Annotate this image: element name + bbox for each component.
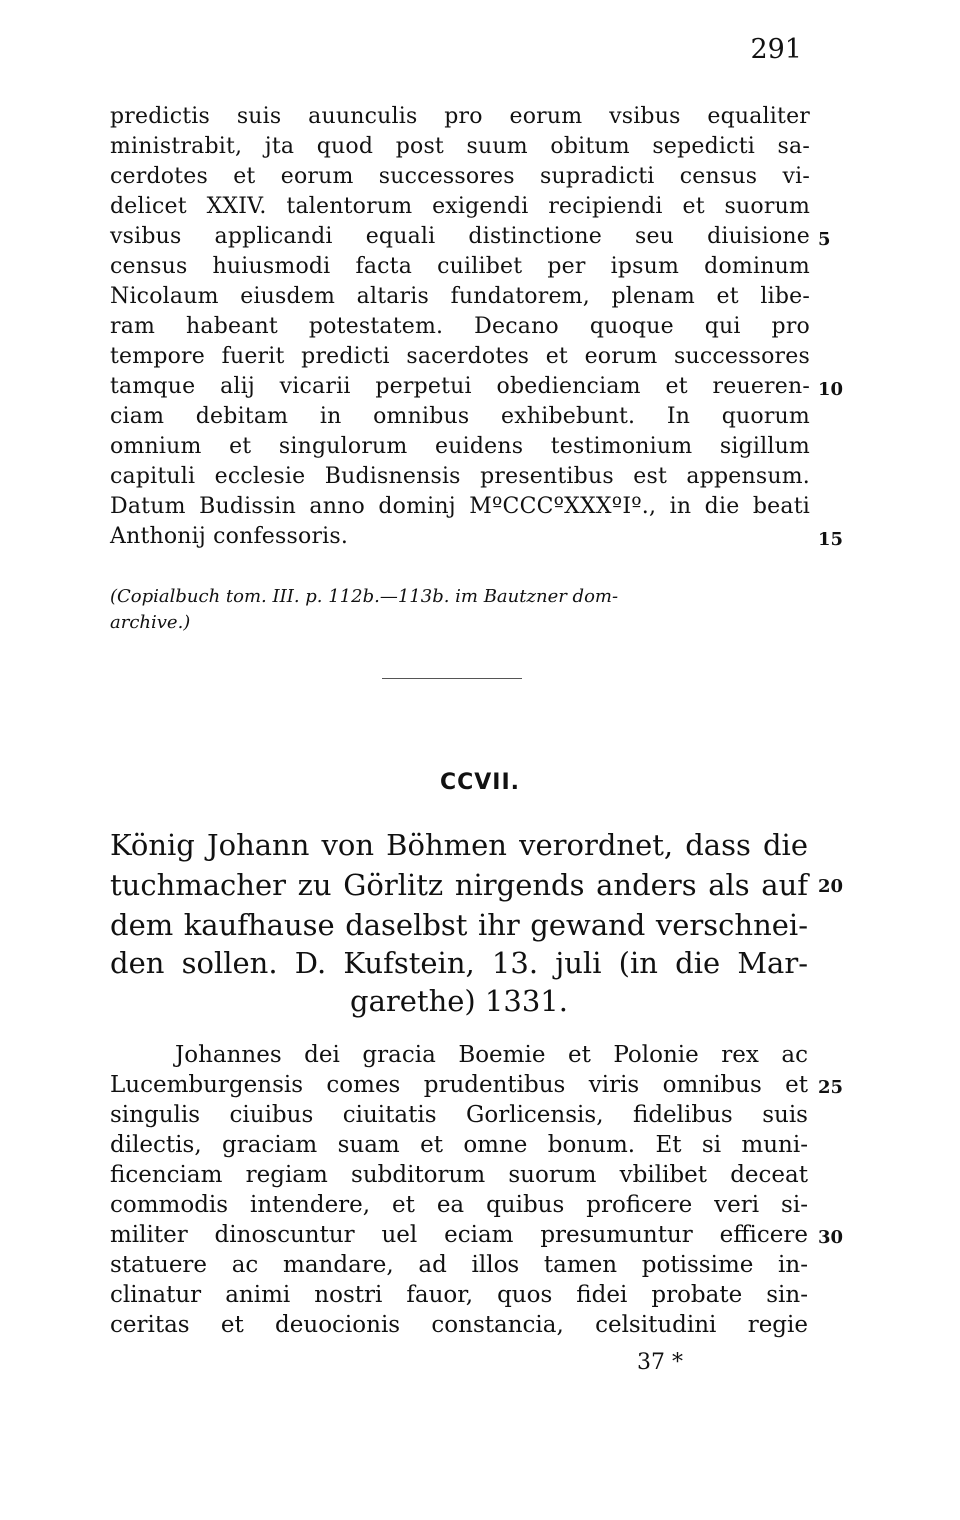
text-line: Anthonij confessoris. bbox=[110, 524, 349, 549]
signature-mark: 37 * bbox=[637, 1350, 683, 1375]
line-number: 20 bbox=[818, 876, 844, 897]
page-number: 291 bbox=[750, 34, 802, 65]
source-note-line: archive.) bbox=[110, 612, 191, 633]
line-number: 15 bbox=[818, 529, 844, 550]
line-number: 30 bbox=[818, 1227, 844, 1248]
text-line: delicet XXIV. talentorum exigendi recipiendi et suorum bbox=[110, 194, 810, 219]
text-line: capituli ecclesie Budisnensis presentibus est appensum. bbox=[110, 464, 810, 489]
text-line: clinatur animi nostri fauor, quos fidei probate sin- bbox=[110, 1282, 808, 1308]
text-line: census huiusmodi facta cuilibet per ipsum dominum bbox=[110, 254, 810, 279]
text-line: cerdotes et eorum successores supradicti census vi- bbox=[110, 164, 810, 189]
text-line: ficenciam regiam subditorum suorum vbilibet deceat bbox=[110, 1162, 808, 1188]
section-divider bbox=[382, 678, 522, 679]
text-line: Nicolaum eiusdem altaris fundatorem, plenam et libe- bbox=[110, 284, 810, 309]
text-line: tempore fuerit predicti sacerdotes et eorum successores bbox=[110, 344, 810, 369]
text-line: predictis suis auunculis pro eorum vsibus equaliter bbox=[110, 104, 810, 129]
text-line: dilectis, graciam suam et omne bonum. Et si muni- bbox=[110, 1132, 808, 1158]
text-line: Datum Budissin anno dominj MºCCCºXXXºIº., in die beati bbox=[110, 494, 810, 519]
text-line: Lucemburgensis comes prudentibus viris omnibus et bbox=[110, 1072, 808, 1098]
text-line: militer dinoscuntur uel eciam presumuntur efficere bbox=[110, 1222, 808, 1248]
line-number: 10 bbox=[818, 379, 844, 400]
heading-line: tuchmacher zu Görlitz nirgends anders als auf bbox=[110, 868, 808, 902]
text-line: ram habeant potestatem. Decano quoque qui pro bbox=[110, 314, 810, 339]
source-note-line: (Copialbuch tom. III. p. 112b.—113b. im Bautzner dom- bbox=[110, 586, 619, 607]
text-line: ceritas et deuocionis constancia, celsitudini regie bbox=[110, 1312, 808, 1338]
text-line: omnium et singulorum euidens testimonium sigillum bbox=[110, 434, 810, 459]
heading-line: König Johann von Böhmen verordnet, dass die bbox=[110, 828, 808, 862]
line-number: 5 bbox=[818, 229, 831, 250]
text-line: vsibus applicandi equali distinctione seu diuisione bbox=[110, 224, 810, 249]
document-number: CCVII. bbox=[439, 770, 521, 795]
line-number: 25 bbox=[818, 1077, 844, 1098]
text-line: tamque alij vicarii perpetui obedienciam et reueren- bbox=[110, 374, 810, 399]
heading-line: garethe) 1331. bbox=[350, 984, 568, 1018]
text-line: singulis ciuibus ciuitatis Gorlicensis, fidelibus suis bbox=[110, 1102, 808, 1128]
text-line: Johannes dei gracia Boemie et Polonie rex ac bbox=[175, 1042, 808, 1068]
text-line: commodis intendere, et ea quibus proficere veri si- bbox=[110, 1192, 808, 1218]
text-line: statuere ac mandare, ad illos tamen potissime in- bbox=[110, 1252, 808, 1278]
heading-line: den sollen. D. Kufstein, 13. juli (in die Mar- bbox=[110, 946, 808, 980]
heading-line: dem kaufhause daselbst ihr gewand verschnei- bbox=[110, 908, 808, 942]
text-line: ciam debitam in omnibus exhibebunt. In quorum bbox=[110, 404, 810, 429]
text-line: ministrabit, jta quod post suum obitum sepedicti sa- bbox=[110, 134, 810, 159]
